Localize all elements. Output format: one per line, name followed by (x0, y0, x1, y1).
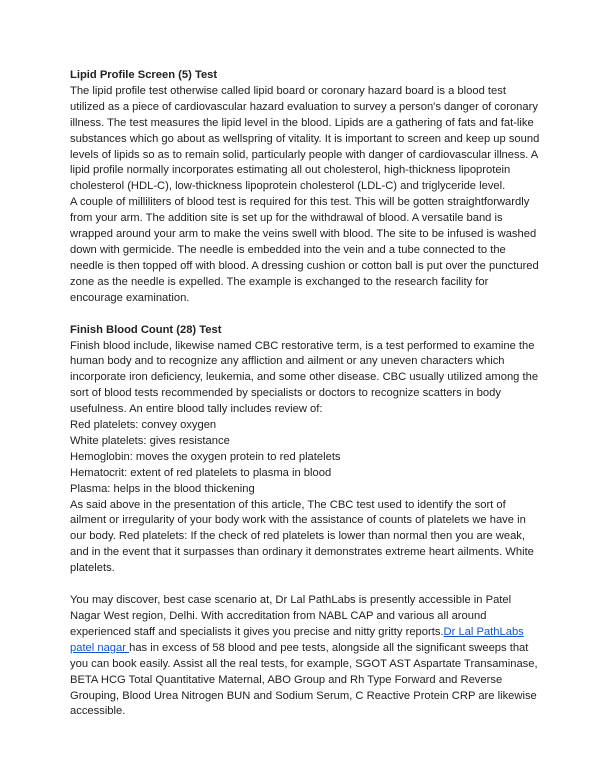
cbc-intro: Finish blood include, likewise named CBC restorative term, is a test performed to examine the human body and to recognize any affliction and ailment or any uneven characters which incorporate iron deficiency, leukemia, and some other disease. CBC usually utilized among the sort of blood tests recommended by specialists or doctors to recognize scatters in body usefulness. An entire blood tally includes review of: (70, 339, 539, 416)
lipid-profile-heading: Lipid Profile Screen (5) Test (70, 69, 218, 81)
document-page (70, 68, 540, 720)
cbc-item-hemoglobin: Hemoglobin: moves the oxygen protein to red platelets (70, 450, 341, 463)
cbc-outro: As said above in the presentation of this article, The CBC test used to identify the sort of ailment or irregularity of your body work with the assistance of counts of platelets we have in our body. Red platelets: If the check of red platelets is lower than normal then you are weak, and in the event that it surpasses than ordinary it demonstrates extreme heart ailments. White platelets. (70, 498, 534, 575)
section-gap (70, 577, 540, 593)
dr-lal-pathlabs-link[interactable]: Dr Lal PathLabs patel nagar (70, 625, 524, 654)
cbc-item-white-platelets: White platelets: gives resistance (70, 434, 230, 447)
lipid-profile-description: The lipid profile test otherwise called lipid board or coronary hazard board is a blood test utilized as a piece of cardiovascular hazard evaluation to survey a person's danger of coronary illness. The test measures the lipid level in the blood. Lipids are a gathering of fats and fat-like substances which go about as wellspring of vitality. It is important to screen and keep up sound levels of lipids so as to remain solid, particularly people with danger of cardiovascular illness. A lipid profile normally incorporates estimating all out cholesterol, high-thickness lipoprotein cholesterol (HDL-C), low-thickness lipoprotein cholesterol (LDL-C) and triglyceride level. (70, 84, 540, 193)
section-gap (70, 307, 540, 323)
cbc-heading: Finish Blood Count (28) Test (70, 323, 222, 336)
cbc-item-plasma: Plasma: helps in the blood thickening (70, 482, 255, 495)
cbc-item-red-platelets: Red platelets: convey oxygen (70, 419, 217, 432)
lab-availability-text: You may discover, best case scenario at, Dr Lal PathLabs is presently accessible in Patel Nagar West region, Delhi. With accreditation from NABL CAP and various all around experienced staff and specialists it gives you precise and nitty gritty reports. (70, 594, 512, 638)
lipid-profile-procedure: A couple of milliliters of blood test is required for this test. This will be gotten straightforwardly from your arm. The addition site is set up for the withdrawal of blood. A versatile band is wrapped around your arm to make the veins swell with blood. The site to be infused is washed down with germicide. The needle is embedded into the vein and a tube connected to the needle is then topped off with blood. A dressing cushion or cotton ball is put over the punctured zone as the needle is expelled. The example is exchanged to the research facility for encourage examination. (70, 196, 539, 304)
lab-availability-paragraph (70, 593, 540, 720)
cbc-item-hematocrit: Hematocrit: extent of red platelets to plasma in blood (70, 466, 332, 479)
lab-tests-text: has in excess of 58 blood and pee tests, alongside all the significant sweeps that you can book easily. Assist all the real tests, for example, SGOT AST Aspartate Transaminase, BETA HCG Total Quantitative Maternal, ABO Group and Rh Type Forward and Reverse Grouping, Blood Urea Nitrogen BUN and Sodium Serum, C Reactive Protein CRP are likewise accessible. (70, 641, 538, 718)
